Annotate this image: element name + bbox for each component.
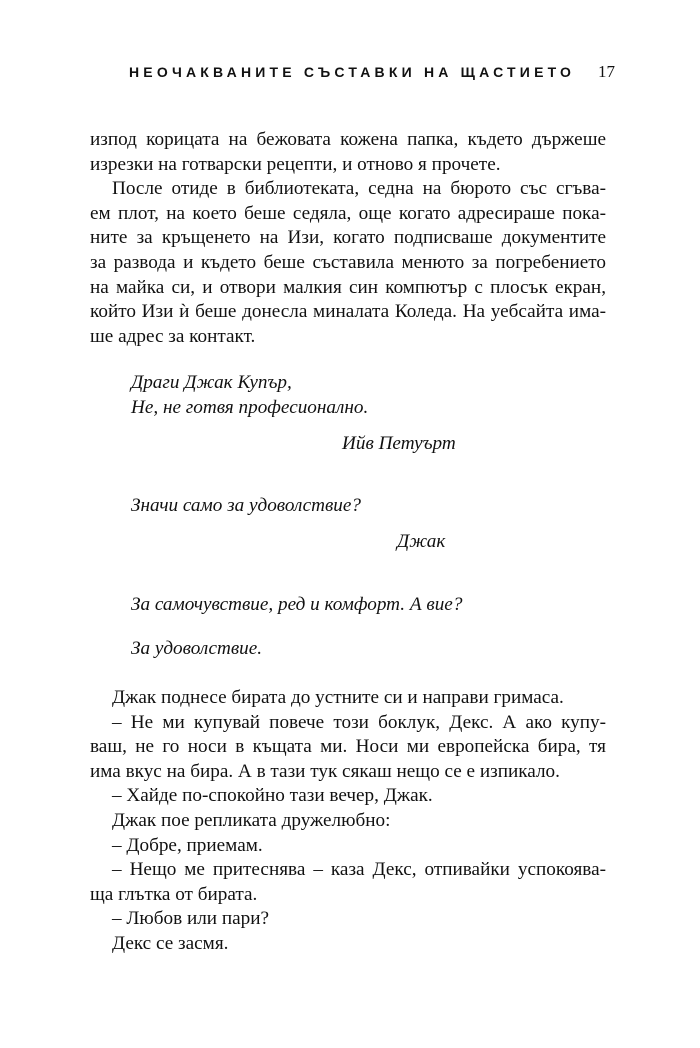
text-line: ща глътка от бирата. — [90, 883, 258, 905]
text-line: После отиде в библиотеката, седна на бюрото със сгъва- — [112, 178, 606, 200]
letter-signature: Джак — [397, 531, 446, 552]
text-line: изрезки на готварски рецепти, и отново я прочете. — [90, 153, 501, 175]
text-line: Джак поднесе бирата до устните си и направи гримаса. — [112, 687, 564, 708]
text-line: ем плот, на което беше седяла, още когато адресираше пока- — [90, 202, 606, 224]
letter-signature: Ийв Петуърт — [342, 433, 456, 454]
running-head: НЕОЧАКВАНИТЕ СЪСТАВКИ НА ЩАСТИЕТО — [129, 64, 576, 80]
text-line: на майка си, и отвори малкия син компютър с плосък екран, — [90, 276, 606, 298]
text-line: – Добре, приемам. — [112, 834, 263, 856]
letter-line: Значи само за удоволствие? — [131, 495, 361, 516]
text-line: – Нещо ме притеснява – каза Декс, отпивайки успокоява- — [112, 859, 606, 881]
letter-line: За самочувствие, ред и комфорт. А вие? — [131, 594, 463, 615]
letter-line: Не, не готвя професионално. — [131, 397, 369, 418]
text-line: който Изи ѝ беше донесла миналата Коледа. На уебсайта има- — [90, 301, 606, 323]
text-line: има вкус на бира. А в тази тук сякаш нещо се е изпикало. — [90, 760, 560, 782]
body-text-block-2 — [90, 686, 606, 957]
text-line: Джак пое репликата дружелюбно: — [112, 809, 391, 831]
text-line: изпод корицата на бежовата кожена папка, където държеше — [90, 129, 606, 150]
text-line: ваш, не го носи в къщата ми. Носи ми европейска бира, тя — [90, 736, 606, 758]
text-line: – Любов или пари? — [112, 908, 270, 930]
text-line: за развода и където беше съставила менюто за погребението — [90, 251, 606, 273]
letter-line: За удоволствие. — [131, 638, 263, 659]
page-number: 17 — [598, 62, 615, 81]
letter-greeting: Драги Джак Купър, — [131, 372, 292, 393]
text-line: ше адрес за контакт. — [90, 325, 256, 347]
text-line: – Не ми купувай повече този боклук, Декс. А ако купу- — [112, 711, 606, 733]
body-text-block-1 — [90, 128, 606, 349]
text-line: – Хайде по-спокойно тази вечер, Джак. — [112, 785, 433, 807]
text-line: Декс се засмя. — [112, 932, 229, 954]
text-line: ните за кръщенето на Изи, когато подписваше документите — [90, 227, 606, 249]
